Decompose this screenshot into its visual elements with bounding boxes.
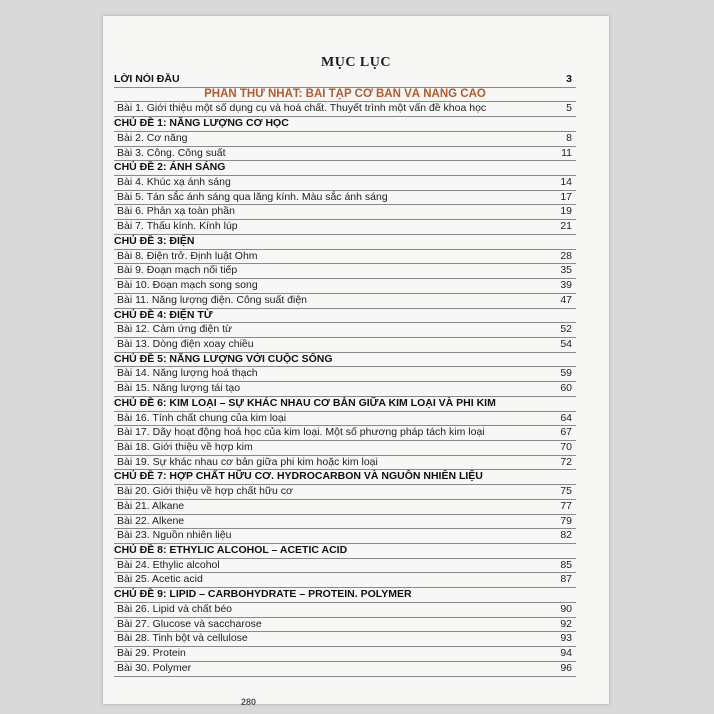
row-divider — [114, 411, 576, 412]
toc-entry-title: Bài 11. Năng lượng điện. Công suất điện — [117, 293, 308, 306]
row-divider — [114, 396, 576, 397]
toc-lesson-row — [114, 632, 576, 644]
row-divider — [114, 425, 576, 426]
toc-lesson-row — [114, 618, 576, 630]
toc-chapter-row — [114, 470, 576, 482]
toc-entry-page: 14 — [560, 176, 572, 189]
toc-entry-title: CHỦ ĐỀ 3: ĐIỆN — [114, 234, 195, 247]
row-divider — [114, 617, 576, 618]
toc-entry-page: 82 — [560, 529, 572, 542]
toc-lesson-row — [114, 132, 576, 144]
toc-entry-title: CHỦ ĐỀ 5: NĂNG LƯỢNG VỚI CUỘC SỐNG — [114, 352, 333, 365]
page-title: MỤC LỤC — [321, 55, 391, 70]
toc-entry-page: 19 — [560, 205, 572, 218]
toc-entry-title: Bài 22. Alkene — [117, 514, 185, 527]
row-divider — [114, 116, 576, 117]
toc-lesson-row — [114, 367, 576, 379]
toc-entry-page: 87 — [560, 573, 572, 586]
toc-lesson-row — [114, 205, 576, 217]
toc-entry-title: Bài 26. Lipid và chất béo — [117, 602, 232, 615]
toc-entry-title: Bài 3. Công. Công suất — [117, 146, 226, 159]
row-divider — [114, 587, 576, 588]
row-divider — [114, 278, 576, 279]
toc-entry-title: Bài 12. Cảm ứng điện từ — [117, 323, 233, 336]
toc-lesson-row — [114, 485, 576, 497]
toc-entry-title: Bài 8. Điện trở. Định luật Ohm — [117, 249, 258, 262]
toc-entry-page: 90 — [560, 602, 572, 615]
toc-entry-title: PHẦN THỨ NHẤT: BÀI TẬP CƠ BẢN VÀ NÂNG CAO — [204, 87, 486, 100]
row-divider — [114, 469, 576, 470]
toc-front-row — [114, 73, 576, 85]
toc-entry-page: 5 — [566, 102, 572, 115]
toc-entry-title: CHỦ ĐỀ 8: ETHYLIC ALCOHOL – ACETIC ACID — [114, 544, 348, 557]
toc-chapter-row — [114, 161, 576, 173]
toc-lesson-row — [114, 279, 576, 291]
toc-entry-page: 64 — [560, 411, 572, 424]
row-divider — [114, 146, 576, 147]
toc-chapter-row — [114, 117, 576, 129]
toc-entry-title: Bài 13. Dòng điện xoay chiều — [117, 337, 254, 350]
toc-entry-title: Bài 18. Giới thiệu về hợp kim — [117, 441, 253, 453]
toc-entry-page: 52 — [560, 323, 572, 336]
row-divider — [114, 676, 576, 677]
toc-entry-page: 72 — [560, 455, 572, 468]
toc-entry-page: 60 — [560, 382, 572, 395]
toc-entry-page: 94 — [560, 647, 572, 660]
toc-entry-page: 8 — [566, 131, 572, 144]
toc-entry-page: 21 — [560, 220, 572, 233]
toc-chapter-row — [114, 235, 576, 247]
row-divider — [114, 381, 576, 382]
toc-entry-title: Bài 20. Giới thiệu về hợp chất hữu cơ — [117, 485, 293, 498]
row-divider — [114, 366, 576, 367]
toc-entry-title: Bài 25. Acetic acid — [117, 573, 203, 586]
toc-entry-page: 47 — [560, 293, 572, 306]
toc-lesson-row — [114, 573, 576, 585]
toc-entry-title: Bài 2. Cơ năng — [117, 131, 188, 144]
toc-chapter-row — [114, 309, 576, 321]
toc-lesson-row — [114, 426, 576, 438]
row-divider — [114, 219, 576, 220]
toc-entry-title: Bài 21. Alkane — [117, 499, 185, 512]
toc-entry-title: Bài 17. Dãy hoạt động hoá học của kim loại. Một số phương pháp tách kim loại — [117, 426, 485, 439]
toc-entry-title: Bài 1. Giới thiệu một số dụng cụ và hoá chất. Thuyết trình một vấn đề khoa học — [117, 102, 487, 115]
row-divider — [114, 308, 576, 309]
toc-entry-page: 92 — [560, 617, 572, 630]
toc-entry-title: Bài 29. Protein — [117, 647, 186, 660]
row-divider — [114, 293, 576, 294]
toc-lesson-row — [114, 323, 576, 335]
toc-entry-title: Bài 27. Glucose và saccharose — [117, 617, 262, 630]
row-divider — [114, 249, 576, 250]
toc-entry-page: 79 — [560, 514, 572, 527]
toc-lesson-row — [114, 441, 576, 453]
toc-lesson-row — [114, 250, 576, 262]
page-number: 280 — [241, 697, 257, 707]
toc-entry-page: 67 — [560, 426, 572, 439]
toc-entry-title: Bài 30. Polymer — [117, 661, 192, 674]
toc-entry-title: Bài 24. Ethylic alcohol — [117, 558, 220, 571]
toc-entry-title: CHỦ ĐỀ 7: HỢP CHẤT HỮU CƠ. HYDROCARBON VÀ NGUỒN NHIÊN LIỆU — [114, 470, 483, 483]
toc-entry-page: 17 — [560, 190, 572, 203]
toc-lesson-row — [114, 515, 576, 527]
toc-lesson-row — [114, 382, 576, 394]
row-divider — [114, 455, 576, 456]
toc-chapter-row — [114, 544, 576, 556]
toc-lesson-row — [114, 338, 576, 350]
toc-entry-page: 11 — [561, 146, 572, 159]
toc-lesson-row — [114, 264, 576, 276]
toc-entry-title: CHỦ ĐỀ 9: LIPID – CARBOHYDRATE – PROTEIN. POLYMER — [114, 588, 412, 601]
toc-entry-title: CHỦ ĐỀ 1: NĂNG LƯỢNG CƠ HỌC — [114, 117, 289, 130]
toc-entry-page: 96 — [560, 661, 572, 674]
toc-entry-page: 59 — [560, 367, 572, 380]
toc-lesson-row — [114, 456, 576, 468]
row-divider — [114, 101, 576, 102]
toc-entry-title: Bài 9. Đoạn mạch nối tiếp — [117, 264, 238, 277]
toc-entry-page: 75 — [560, 485, 572, 498]
row-divider — [114, 204, 576, 205]
toc-entry-title: Bài 19. Sự khác nhau cơ bản giữa phi kim hoặc kim loại — [117, 455, 378, 468]
toc-entry-page: 35 — [560, 264, 572, 277]
row-divider — [114, 352, 576, 353]
toc-entry-title: Bài 28. Tinh bột và cellulose — [117, 632, 248, 645]
row-divider — [114, 558, 576, 559]
toc-entry-title: Bài 14. Năng lượng hoá thạch — [117, 367, 258, 380]
toc-entry-page: 39 — [560, 279, 572, 292]
toc-lesson-row — [114, 647, 576, 659]
row-divider — [114, 440, 576, 441]
toc-entry-title: CHỦ ĐỀ 6: KIM LOẠI – SỰ KHÁC NHAU CƠ BẢN GIỮA KIM LOẠI VÀ PHI KIM — [114, 396, 496, 409]
row-divider — [114, 322, 576, 323]
toc-lesson-row — [114, 102, 576, 114]
toc-entry-title: LỜI NÓI ĐẦU — [114, 73, 180, 85]
row-divider — [114, 234, 576, 235]
row-divider — [114, 160, 576, 161]
row-divider — [114, 190, 576, 191]
row-divider — [114, 514, 576, 515]
toc-entry-page: 77 — [560, 499, 572, 512]
toc-lesson-row — [114, 559, 576, 571]
toc-lesson-row — [114, 220, 576, 232]
toc-chapter-row — [114, 397, 576, 409]
toc-entry-title: Bài 5. Tán sắc ánh sáng qua lăng kính. Màu sắc ánh sáng — [117, 190, 388, 203]
toc-entry-title: Bài 7. Thấu kính. Kính lúp — [117, 220, 238, 233]
row-divider — [114, 572, 576, 573]
row-divider — [114, 499, 576, 500]
toc-chapter-row — [114, 353, 576, 365]
row-divider — [114, 131, 576, 132]
toc-entry-title: CHỦ ĐỀ 2: ÁNH SÁNG — [114, 161, 226, 174]
toc-entry-page: 54 — [560, 337, 572, 350]
row-divider — [114, 484, 576, 485]
toc-part-row — [114, 88, 576, 100]
toc-entry-title: CHỦ ĐỀ 4: ĐIỆN TỪ — [114, 308, 213, 321]
toc-entry-title: Bài 4. Khúc xạ ánh sáng — [117, 176, 231, 189]
row-divider — [114, 175, 576, 176]
row-divider — [114, 646, 576, 647]
toc-lesson-row — [114, 603, 576, 615]
toc-lesson-row — [114, 147, 576, 159]
row-divider — [114, 528, 576, 529]
toc-entry-title: Bài 15. Năng lượng tái tạo — [117, 382, 241, 395]
toc-lesson-row — [114, 294, 576, 306]
row-divider — [114, 263, 576, 264]
toc-lesson-row — [114, 500, 576, 512]
toc-chapter-row — [114, 588, 576, 600]
row-divider — [114, 543, 576, 544]
toc-entry-title: Bài 10. Đoạn mạch song song — [117, 279, 258, 292]
toc-entry-page: 85 — [560, 558, 572, 571]
row-divider — [114, 337, 576, 338]
toc-lesson-row — [114, 176, 576, 188]
toc-entry-page: 70 — [560, 441, 572, 453]
toc-lesson-row — [114, 191, 576, 203]
row-divider — [114, 87, 576, 88]
toc-entry-page: 28 — [560, 249, 572, 262]
toc-lesson-row — [114, 412, 576, 424]
row-divider — [114, 602, 576, 603]
row-divider — [114, 631, 576, 632]
row-divider — [114, 661, 576, 662]
toc-lesson-row — [114, 529, 576, 541]
toc-entry-title: Bài 23. Nguồn nhiên liệu — [117, 529, 232, 542]
toc-entry-title: Bài 16. Tính chất chung của kim loại — [117, 411, 287, 424]
toc-entry-title: Bài 6. Phản xạ toàn phần — [117, 205, 235, 218]
toc-entry-page: 93 — [560, 632, 572, 645]
toc-entry-page: 3 — [566, 73, 572, 85]
toc-lesson-row — [114, 662, 576, 674]
